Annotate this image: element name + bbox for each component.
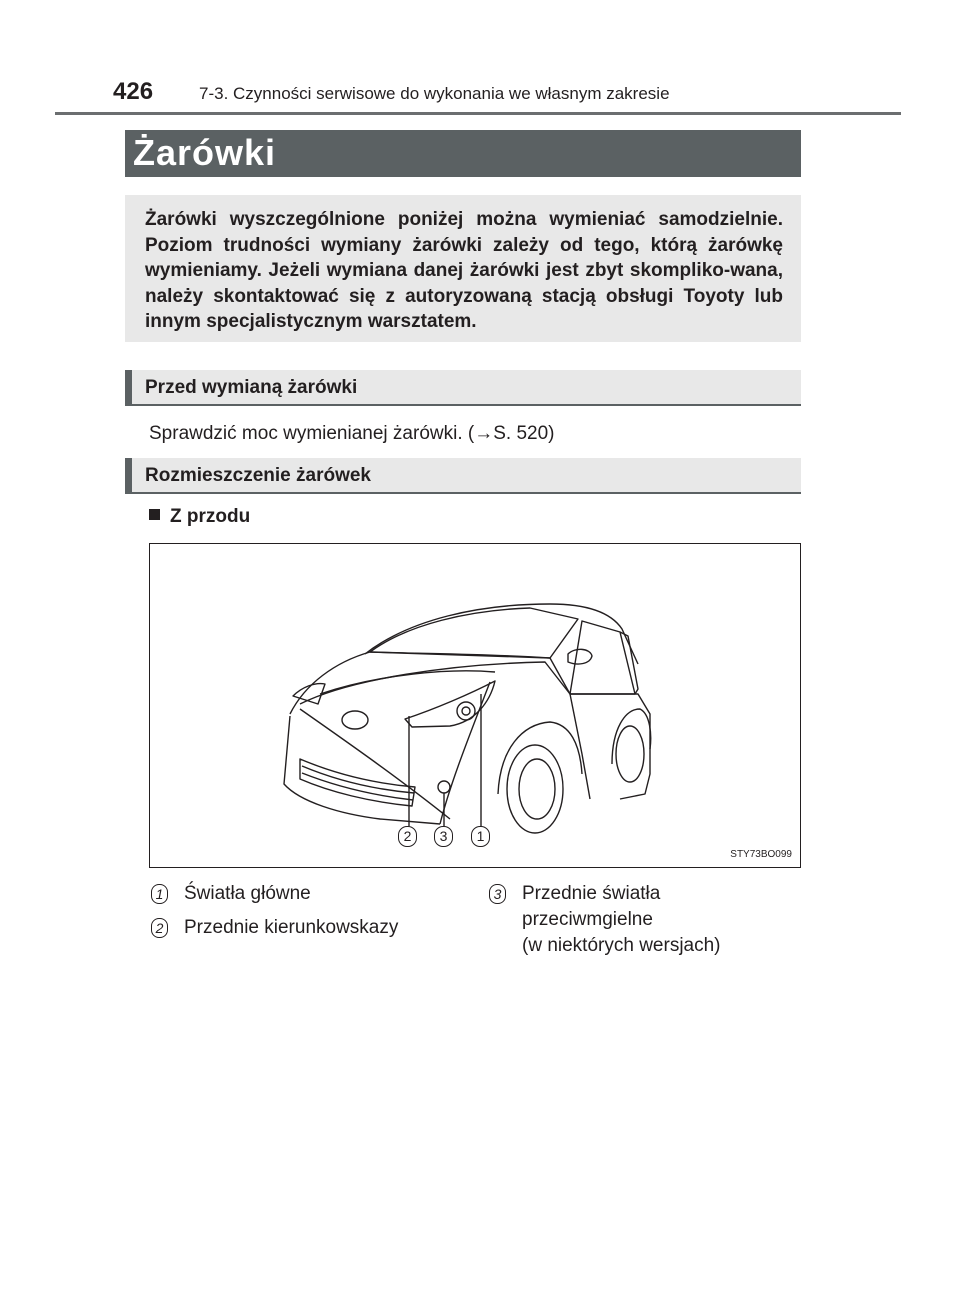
page-title: Żarówki — [133, 132, 277, 173]
legend-text-1: Światła główne — [184, 883, 311, 904]
front-x-face — [300, 709, 450, 819]
side-window-outline — [570, 621, 635, 694]
rear-wheel — [616, 726, 644, 782]
before-heading-label: Przed wymianą żarówki — [145, 377, 358, 398]
figure-code: STY73BO099 — [730, 849, 792, 860]
rear-wheel-arch — [612, 709, 651, 764]
section-header: 7-3. Czynności serwisowe do wykonania we własnym zakresie — [199, 84, 670, 103]
legend-text-2: Przednie kierunkowskazy — [184, 917, 399, 938]
front-wheel-rim — [519, 759, 555, 819]
legend-text-3-line-1: Przednie światła — [522, 883, 661, 904]
car-front-figure — [149, 543, 801, 868]
lower-grille — [300, 759, 415, 806]
car-illustration — [150, 544, 800, 867]
square-bullet-icon — [149, 509, 160, 520]
callout-1: 1 — [471, 826, 490, 847]
door-line — [570, 694, 590, 799]
before-replacement-heading — [125, 370, 801, 406]
legend-number-1: 1 — [151, 884, 168, 904]
hood-crease — [320, 671, 495, 694]
intro-box — [125, 195, 801, 342]
callout-2: 2 — [398, 826, 417, 847]
front-subheading — [149, 505, 250, 529]
locations-heading-label: Rozmieszczenie żarówek — [145, 465, 371, 486]
headlight-lens — [457, 702, 475, 720]
page-number: 426 — [113, 78, 154, 105]
legend-number-2: 2 — [151, 918, 168, 938]
header-rule — [55, 112, 901, 115]
fog-light — [438, 781, 450, 793]
bulb-locations-heading — [125, 458, 801, 494]
headlight-lens-inner — [462, 707, 470, 715]
emblem — [342, 711, 368, 729]
legend-text-3-line-3: (w niektórych wersjach) — [522, 935, 721, 956]
heading-marker — [125, 458, 132, 492]
legend-text-3-line-2: przeciwmgielne — [522, 909, 653, 930]
callout-3: 3 — [434, 826, 453, 847]
title-bar — [125, 130, 801, 177]
front-wheel-arch — [498, 722, 582, 794]
side-mirror — [568, 649, 592, 664]
front-bumper-outline — [284, 716, 440, 824]
legend-number-3: 3 — [489, 884, 506, 904]
hood-outline — [300, 662, 570, 704]
front-subheading-label: Z przodu — [170, 506, 251, 527]
intro-text: Żarówki wyszczególnione poniżej można wymieniać samodzielnie. Poziom trudności wymiany żarówki zależy od tego, którą żarówkę wymieniamy. Jeżeli wymiana danej żarówki jest zbyt skompliko-wana, należy skontaktować się z autoryzowaną stacją obsługi Toyoty lub innym specjalistycznym warsztatem. — [145, 209, 783, 332]
check-wattage-text: Sprawdzić moc wymienianej żarówki. (→S. 520) — [149, 423, 555, 444]
heading-marker — [125, 370, 132, 404]
